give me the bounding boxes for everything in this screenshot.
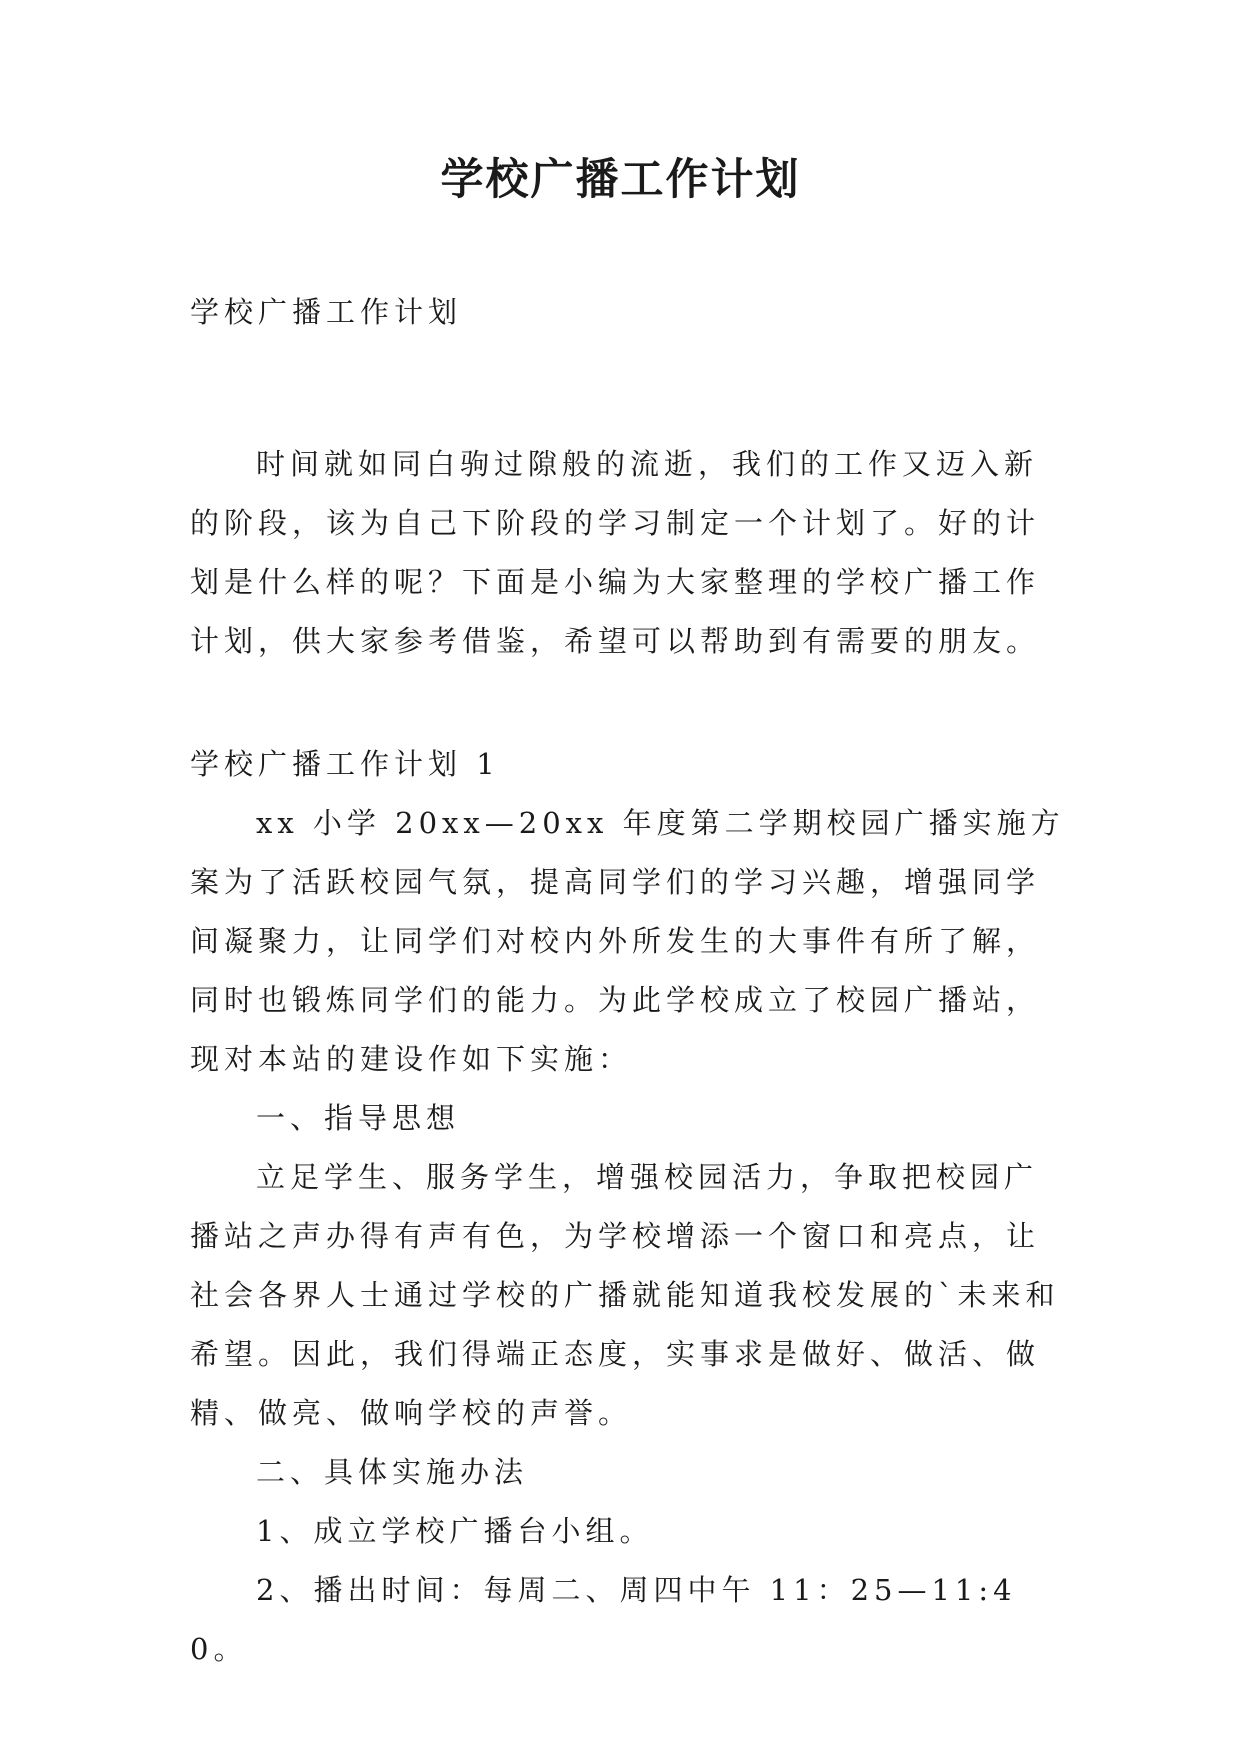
section-title: 学校广播工作计划 1 xyxy=(190,747,500,781)
guiding-ideas-paragraph: 立足学生、服务学生，增强校园活力，争取把校园广播站之声办得有声有色，为学校增添一个窗口和亮点，让社会各界人士通过学校的广播就能知道我校发展的`未来和希望。因此，我们得端正态度，实事求是做好、做活、做精、做亮、做响学校的声誉。 xyxy=(190,1160,1060,1430)
heading-implementation: 二、具体实施办法 xyxy=(256,1455,529,1489)
intro-paragraph: 时间就如同白驹过隙般的流逝，我们的工作又迈入新的阶段，该为自己下阶段的学习制定一个计划了。好的计划是什么样的呢？下面是小编为大家整理的学校广播工作计划，供大家参考借鉴，希望可以帮助到有需要的朋友。 xyxy=(190,447,1041,658)
document-body xyxy=(190,283,1070,1679)
list-item: 2、播出时间：每周二、周四中午 11：25—11:40。 xyxy=(190,1573,1017,1666)
list-item: 1、成立学校广播台小组。 xyxy=(256,1514,654,1548)
document-title: 学校广播工作计划 xyxy=(440,155,801,205)
document-subtitle: 学校广播工作计划 xyxy=(190,295,463,329)
section-intro-paragraph: xx 小学 20xx—20xx 年度第二学期校园广播实施方案为了活跃校园气氛，提高同学们的学习兴趣，增强同学间凝聚力，让同学们对校内外所发生的大事件有所了解，同时也锻炼同学们的能力。为此学校成立了校园广播站，现对本站的建设作如下实施： xyxy=(190,806,1065,1076)
heading-guiding-ideas: 一、指导思想 xyxy=(256,1101,461,1135)
